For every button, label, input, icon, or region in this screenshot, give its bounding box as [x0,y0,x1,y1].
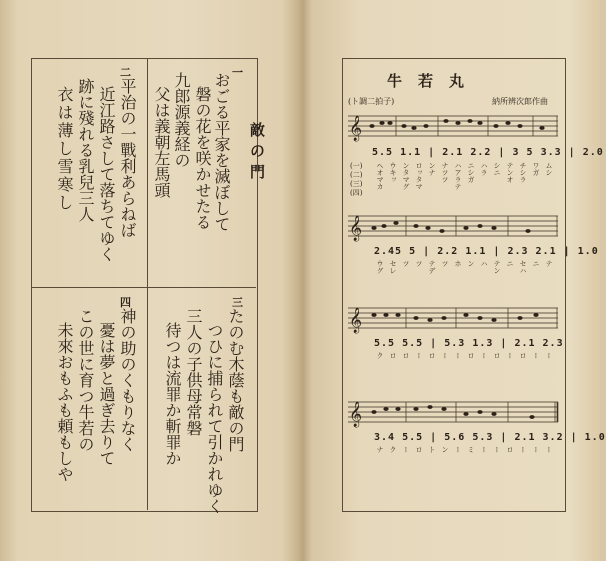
lyric-col: ー [545,446,553,453]
lyric-col: ロ [493,352,501,359]
lyric-col: チシラ [519,162,527,183]
lyric-col: セハ [519,260,527,274]
poem-line-7: 跡に殘れる乳兒三人 [76,78,95,222]
numbers-row-3: 5.5 5.5 | 5.3 1.3 | 2.1 2.3 [374,338,564,349]
poem-title: 敵の門 [248,122,266,185]
lyric-col: テンオ [506,162,514,183]
number-cell: 5 [526,147,534,158]
lyric-col: ニ [532,260,540,267]
number-cell: 2.1 [535,246,557,257]
number-cell: 5.5 [372,147,394,158]
key-note: (ト調二拍子) [348,97,395,106]
lyric-col: ン [467,260,475,267]
lyric-col: ムシ [545,162,553,176]
lyric-col: ー [532,446,540,453]
poem-line-13: 神の助のくもりなく [118,308,137,452]
svg-text:𝄞: 𝄞 [349,308,363,333]
poem-center-rule [147,58,148,510]
svg-text:𝄞: 𝄞 [349,116,363,141]
lyric-col: セレ [389,260,397,274]
number-cell: 3.3 [540,147,562,158]
svg-text:𝄞: 𝄞 [349,402,363,427]
number-cell: 1.3 [472,338,494,349]
numbers-row-1: 5.5 1.1 | 2.1 2.2 | 3 5 3.3 | 2.0 [372,147,604,158]
verse-mark-3: (三) [350,180,363,188]
lyric-col: ウグ [376,260,384,274]
number-cell: 5.3 [444,338,466,349]
lyric-col: ツ [441,260,449,267]
lyric-col: ク [389,446,397,453]
numbers-row-4: 3.4 5.5 | 5.6 5.3 | 2.1 3.2 | 1.0 [374,432,606,443]
section-label-3: 三 [232,296,243,309]
staff-row-1 [348,112,558,144]
lyric-col: ナ [376,446,384,453]
lyric-col: ヘオマカ [376,162,384,190]
number-cell: 3 [512,147,520,158]
lyric-col: ロ [519,352,527,359]
lyric-col: ンナ [428,162,436,176]
number-cell: 5.5 [402,338,424,349]
number-cell: 5.5 [374,338,396,349]
verse-mark-2: (二) [350,171,363,179]
number-cell: 1.1 [465,246,487,257]
poem-line-14: 憂は夢と過ぎ去りて [97,322,116,466]
number-cell: 5.6 [444,432,466,443]
poem-line-2: 磐の花を咲かせたる [193,86,212,230]
lyric-col: ハラ [480,162,488,176]
lyric-col: ミ [467,446,475,453]
lyric-col: ー [480,446,488,453]
poem-line-8: 衣は薄し雪寒し [55,86,74,212]
lyric-col: ン [441,446,449,453]
poem-line-3: 九郎源義経の [172,72,191,168]
right-page [302,0,606,561]
number-cell: 5.3 [472,432,494,443]
lyric-col: ク [376,352,384,359]
lyric-col: ロ [428,352,436,359]
lyric-col: シニ [493,162,501,176]
lyric-col: ー [415,352,423,359]
section-label-1: 一 [232,66,243,79]
poem-divider [31,287,256,288]
poem-line-9: たのむ木蔭も敵の門 [226,308,245,452]
lyric-col: ウキッ [389,162,397,183]
lyric-col: ワガ [532,162,540,176]
lyric-col: ー [506,352,514,359]
lyric-col: ロ [467,352,475,359]
staff-row-3 [348,304,558,334]
lyric-col: ー [441,352,449,359]
lyric-col: ー [493,446,501,453]
number-cell: 2.3 [542,338,564,349]
lyric-col: ンタマグ [402,162,410,190]
svg-text:𝄞: 𝄞 [349,216,363,241]
staff-row-4 [348,398,558,428]
lyric-col: テデ [428,260,436,274]
numbers-row-2: 2.45 5 | 2.2 1.1 | 2.3 2.1 | 1.0 [374,246,599,257]
poem-line-4: 父は義朝左馬頭 [152,86,171,198]
verse-mark-1: (一) [350,162,363,170]
left-page [0,0,296,561]
lyric-col: ー [480,352,488,359]
lyric-col: ナツツ [441,162,449,183]
lyric-col: ロ [506,446,514,453]
lyric-col: ー [454,446,462,453]
verse-mark-4: (四) [350,189,363,197]
lyric-col: ロ [415,446,423,453]
number-cell: 2.3 [507,246,529,257]
number-cell: 2.1 [514,432,536,443]
verse-marks [350,162,362,198]
poem-line-11: 三人の子供母常磐 [184,308,203,436]
lyric-col: テン [493,260,501,274]
number-cell: 2.1 [514,338,536,349]
lyric-col: ロッタマ [415,162,423,190]
number-cell: 3.2 [542,432,564,443]
poem-line-10: つひに捕られて引かれゆく [205,322,224,514]
section-label-4: 四 [120,296,131,309]
poem-line-1: おごる平家を滅ぼして [212,72,231,232]
lyric-col: ハ [480,260,488,267]
lyric-col: ロ [402,352,410,359]
lyric-col: ツ [415,260,423,267]
poem-line-12: 待つは流罪か斬罪か [163,322,182,466]
lyric-col: ニシガ [467,162,475,183]
number-cell: 2.1 [442,147,464,158]
lyric-col: ホ [454,260,462,267]
number-cell: 5.5 [402,432,424,443]
lyric-col: ハアラテ [454,162,462,190]
composer: 納所辨次郎作曲 [492,97,548,106]
lyric-col: ト [428,446,436,453]
number-cell: 2.0 [582,147,604,158]
lyric-col: ー [454,352,462,359]
lyric-col: ー [519,446,527,453]
number-cell: 5 [409,246,417,257]
lyric-col: ー [545,352,553,359]
poem-line-6: 近江路さして落ちてゆく [97,86,116,262]
number-cell: 2.45 [374,246,403,257]
number-cell: 2.2 [470,147,492,158]
number-cell: 1.1 [400,147,422,158]
poem-line-16: 未來おもふも頼もしや [55,322,74,482]
section-label-2: 二 [120,66,131,79]
lyric-col: ー [402,446,410,453]
lyric-col: ツ [402,260,410,267]
lyric-col: ロ [389,352,397,359]
poem-line-5: 平治の一戰利あらねば [118,78,137,238]
lyric-col: テ [545,260,553,267]
number-cell: 1.0 [577,246,599,257]
lyric-col: ニ [506,260,514,267]
number-cell: 3.4 [374,432,396,443]
staff-row-2 [348,212,558,242]
number-cell: 2.2 [437,246,459,257]
song-title: 牛若丸 [387,72,481,90]
poem-line-15: この世に育つ牛若の [76,308,95,452]
lyric-col: ー [532,352,540,359]
number-cell: 1.0 [584,432,606,443]
